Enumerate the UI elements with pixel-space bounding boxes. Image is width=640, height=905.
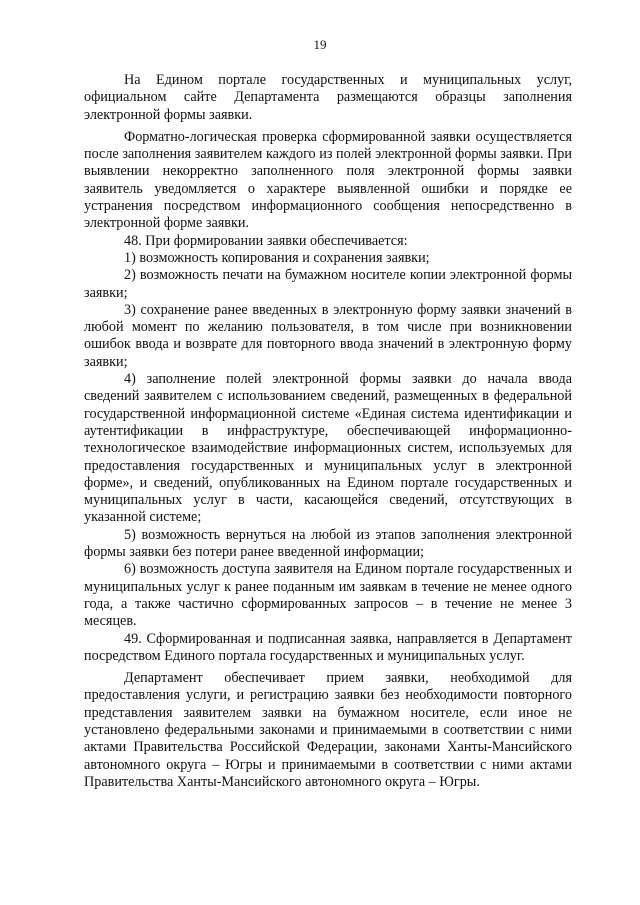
list-item-3-save-values: 3) сохранение ранее введенных в электронную форму заявки значений в любой момент по желанию пользователя, в том числе при возникновении ошибок ввода и возврате для повторного ввода значений в электронную форму заявки; <box>84 301 572 370</box>
paragraph-portal-samples: На Едином портале государственных и муниципальных услуг, официальном сайте Департамента размещаются образцы заполнения электронной формы заявки. <box>84 72 572 123</box>
list-item-5-return-to-step: 5) возможность вернуться на любой из этапов заполнения электронной формы заявки без потери ранее введенной информации; <box>84 526 572 561</box>
document-body <box>84 72 572 791</box>
list-item-4-autofill: 4) заполнение полей электронной формы заявки до начала ввода сведений заявителем с использованием сведений, размещенных в федеральной государственной информационной системе «Единая система идентификации и аутентификации в инфраструктуре, обеспечивающей информационно-технологическое взаимодействие информационных систем, используемых для предоставления государственных и муниципальных услуг в электронной форме», и сведений, опубликованных на Едином портале государственных и муниципальных услуг в части, касающейся сведений, отсутствующих в указанной системе; <box>84 371 572 526</box>
list-item-2-print: 2) возможность печати на бумажном носителе копии электронной формы заявки; <box>84 267 572 301</box>
list-item-1-copy-save: 1) возможность копирования и сохранения заявки; <box>124 249 430 266</box>
paragraph-48-heading: 48. При формировании заявки обеспечивается: <box>124 232 408 249</box>
page-number: 19 <box>313 37 327 52</box>
paragraph-49-submission: 49. Сформированная и подписанная заявка, направляется в Департамент посредством Единого портала государственных и муниципальных услуг. <box>84 630 572 664</box>
paragraph-format-logic-check: Форматно-логическая проверка сформированной заявки осуществляется после заполнения заявителем каждого из полей электронной формы заявки. При выявлении некорректно заполненного поля электронной формы заявки заявитель уведомляется о характере выявленной ошибки и порядке ее устранения посредством информационного сообщения непосредственно в электронной форме заявки. <box>84 128 572 232</box>
list-item-6-access-applications: 6) возможность доступа заявителя на Едином портале государственных и муниципальных услуг к ранее поданным им заявкам в течение не менее одного года, а также частично сформированных запросов – в течение не менее 3 месяцев. <box>84 561 572 630</box>
paragraph-department-acceptance: Департамент обеспечивает прием заявки, необходимой для предоставления услуги, и регистрацию заявки без необходимости повторного представления заявителем заявки на бумажном носителе, если иное не установлено федеральными законами и принимаемыми в соответствии с ними актами Правительства Российской Федерации, законами Ханты-Мансийского автономного округа – Югры и принимаемыми в соответствии с ними актами Правительства Ханты-Мансийского автономного округа – Югры. <box>84 670 572 790</box>
